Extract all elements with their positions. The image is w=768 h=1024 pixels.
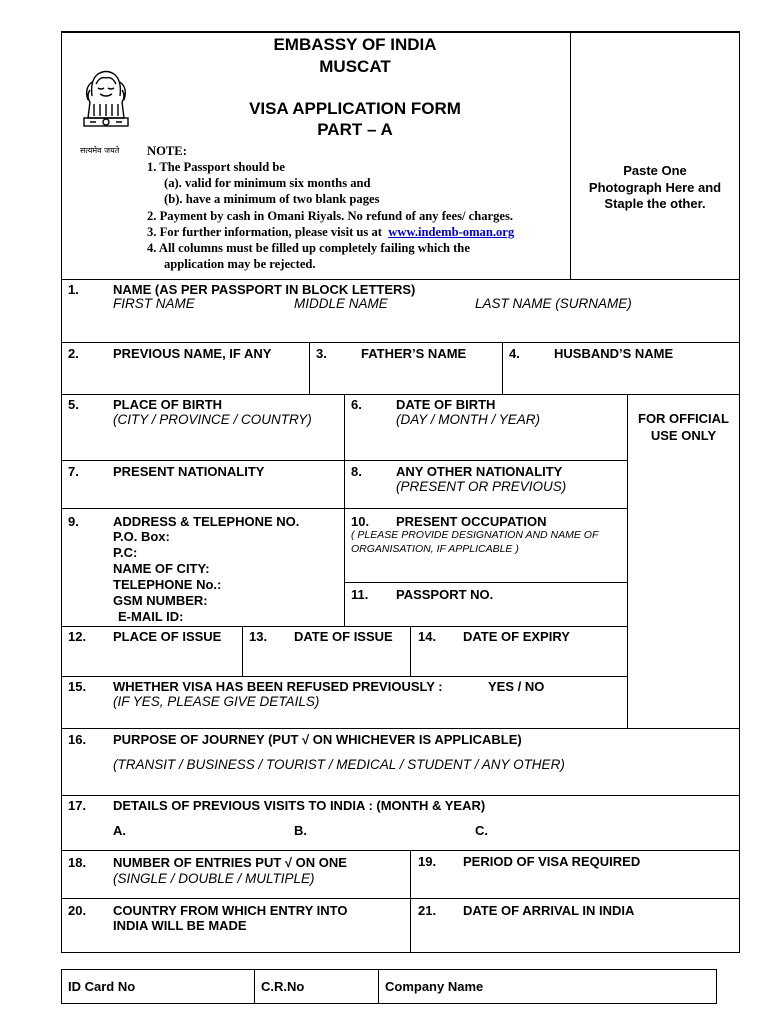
visa-period-input[interactable] (411, 871, 738, 897)
field-19-label: PERIOD OF VISA REQUIRED (463, 854, 641, 869)
field-20-label-2: INDIA WILL BE MADE (113, 918, 247, 933)
visit-a-label: A. (113, 823, 126, 838)
field-10-number: 10. (351, 514, 370, 529)
field-8-number: 8. (351, 464, 362, 479)
field-15-number: 15. (68, 679, 87, 694)
form-title: VISA APPLICATION FORM (249, 99, 461, 118)
field-15-label: WHETHER VISA HAS BEEN REFUSED PREVIOUSLY : (113, 679, 443, 694)
field-11-label: PASSPORT NO. (396, 587, 494, 602)
po-box-label: P.O. Box: (113, 529, 170, 544)
field-6-number: 6. (351, 397, 362, 412)
place-of-issue-input[interactable] (62, 646, 241, 675)
visit-c-label: C. (475, 823, 488, 838)
note-line-1a: (a). valid for minimum six months and (164, 176, 371, 190)
other-nationality-input[interactable] (345, 495, 626, 507)
field-12-number: 12. (68, 629, 87, 644)
field-6-label: DATE OF BIRTH (396, 397, 496, 412)
field-20-label-1: COUNTRY FROM WHICH ENTRY INTO (113, 903, 348, 918)
note-line-1: 1. The Passport should be (147, 160, 285, 174)
passport-number-input[interactable] (345, 604, 626, 625)
gsm-label: GSM NUMBER: (113, 593, 208, 608)
visit-b-input[interactable] (311, 818, 471, 844)
field-7-number: 7. (68, 464, 79, 479)
field-10-hint-1: ( PLEASE PROVIDE DESIGNATION AND NAME OF (351, 529, 599, 541)
field-4-number: 4. (509, 346, 520, 361)
cr-no-input[interactable] (310, 971, 375, 1002)
refused-yes-no[interactable]: YES / NO (488, 679, 545, 694)
photo-placeholder: Paste One Photograph Here and Staple the other. (588, 163, 722, 211)
email-label: E-MAIL ID: (118, 609, 184, 624)
field-14-number: 14. (418, 629, 437, 644)
field-20-number: 20. (68, 903, 87, 918)
address-input[interactable] (230, 529, 340, 624)
place-of-birth-input[interactable] (62, 430, 343, 459)
field-16-number: 16. (68, 732, 87, 747)
telephone-label: TELEPHONE No.: (113, 577, 222, 592)
husbands-name-input[interactable] (503, 364, 739, 393)
date-of-issue-input[interactable] (243, 646, 409, 675)
website-link[interactable]: www.indemb-oman.org (388, 225, 515, 239)
note-line-4: 4. All columns must be filled up completely failing which the (147, 241, 470, 255)
field-21-label: DATE OF ARRIVAL IN INDIA (463, 903, 635, 918)
field-8-label: ANY OTHER NATIONALITY (396, 464, 563, 479)
city-label: NAME OF CITY: (113, 561, 210, 576)
id-card-label: ID Card No (68, 979, 136, 994)
field-10-label: PRESENT OCCUPATION (396, 514, 547, 529)
note-line-1b: (b). have a minimum of two blank pages (164, 192, 380, 206)
official-use-box: FOR OFFICIAL USE ONLY (638, 411, 729, 443)
field-18-number: 18. (68, 855, 87, 870)
fathers-name-input[interactable] (310, 364, 501, 393)
field-14-label: DATE OF EXPIRY (463, 629, 570, 644)
field-16-label: PURPOSE OF JOURNEY (PUT √ ON WHICHEVER IS APPLICABLE) (113, 732, 522, 747)
field-17-label: DETAILS OF PREVIOUS VISITS TO INDIA : (MONTH & YEAR) (113, 798, 486, 813)
field-6-hint: (DAY / MONTH / YEAR) (396, 412, 541, 427)
field-9-number: 9. (68, 514, 79, 529)
field-19-number: 19. (418, 854, 437, 869)
field-5-label: PLACE OF BIRTH (113, 397, 223, 412)
embassy-city: MUSCAT (319, 57, 391, 76)
last-name-label: LAST NAME (SURNAME) (475, 296, 632, 311)
field-8-hint: (PRESENT OR PREVIOUS) (396, 479, 567, 494)
arrival-date-input[interactable] (411, 920, 738, 951)
field-3-label: FATHER’S NAME (361, 346, 467, 361)
visit-b-label: B. (294, 823, 307, 838)
pc-label: P.C: (113, 545, 138, 560)
field-5-hint: (CITY / PROVINCE / COUNTRY) (113, 412, 312, 427)
field-1-number: 1. (68, 282, 79, 297)
note-line-3: 3. For further information, please visit us at www.indemb-oman.org (147, 225, 515, 239)
visit-a-input[interactable] (130, 818, 290, 844)
field-18-label: NUMBER OF ENTRIES PUT √ ON ONE (113, 855, 347, 870)
purpose-options[interactable]: (TRANSIT / BUSINESS / TOURIST / MEDICAL / STUDENT / ANY OTHER) (113, 757, 565, 772)
company-name-label: Company Name (385, 979, 484, 994)
refusal-details-input[interactable] (62, 711, 626, 727)
field-13-label: DATE OF ISSUE (294, 629, 393, 644)
company-name-input[interactable] (500, 971, 713, 1002)
field-12-label: PLACE OF ISSUE (113, 629, 222, 644)
name-input[interactable] (62, 313, 739, 341)
first-name-label: FIRST NAME (113, 296, 195, 311)
date-of-birth-input[interactable] (345, 430, 626, 459)
note-line-4b: application may be rejected. (164, 257, 316, 271)
national-emblem-icon (76, 66, 136, 144)
visit-c-input[interactable] (492, 818, 732, 844)
field-10-hint-2: ORGANISATION, IF APPLICABLE ) (351, 543, 519, 555)
note-title: NOTE: (147, 144, 187, 158)
field-17-number: 17. (68, 798, 87, 813)
field-9-label: ADDRESS & TELEPHONE NO. (113, 514, 300, 529)
previous-name-input[interactable] (62, 364, 308, 393)
field-7-label: PRESENT NATIONALITY (113, 464, 265, 479)
cr-no-label: C.R.No (261, 979, 305, 994)
field-5-number: 5. (68, 397, 79, 412)
field-1-label: NAME (AS PER PASSPORT IN BLOCK LETTERS) (113, 282, 416, 297)
id-card-input[interactable] (150, 971, 250, 1002)
entry-country-input[interactable] (62, 934, 409, 951)
field-3-number: 3. (316, 346, 327, 361)
date-of-expiry-input[interactable] (411, 646, 626, 675)
embassy-title: EMBASSY OF INDIA (273, 35, 437, 54)
field-2-label: PREVIOUS NAME, IF ANY (113, 346, 272, 361)
occupation-input[interactable] (345, 557, 626, 581)
field-15-hint: (IF YES, PLEASE GIVE DETAILS) (113, 694, 320, 709)
field-13-number: 13. (249, 629, 268, 644)
address-lines (113, 529, 221, 625)
field-11-number: 11. (351, 587, 369, 602)
note-line-2: 2. Payment by cash in Omani Riyals. No refund of any fees/ charges. (147, 209, 514, 223)
nationality-input[interactable] (62, 481, 343, 507)
middle-name-label: MIDDLE NAME (294, 296, 388, 311)
field-21-number: 21. (418, 903, 437, 918)
form-part: PART – A (317, 120, 393, 139)
field-4-label: HUSBAND’S NAME (554, 346, 674, 361)
entries-options[interactable]: (SINGLE / DOUBLE / MULTIPLE) (113, 871, 315, 886)
emblem-motto: सत्यमेव जयते (80, 146, 120, 155)
field-2-number: 2. (68, 346, 79, 361)
